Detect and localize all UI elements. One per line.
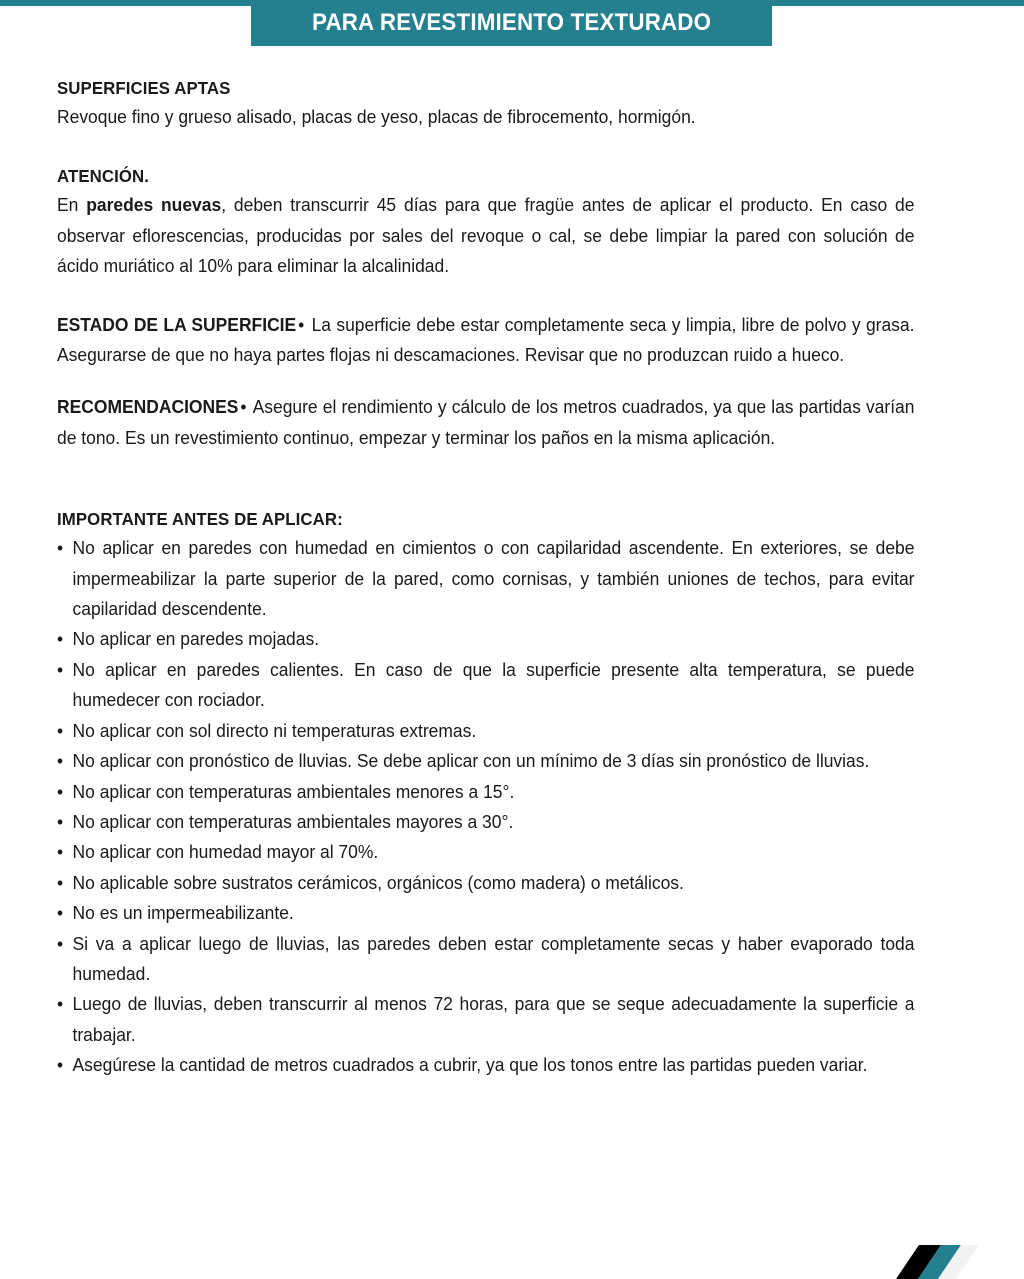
bullet-dot-icon: • bbox=[57, 629, 64, 650]
importante-bullet-text: No aplicar en paredes calientes. En caso de que la superficie presente alta temperatura, se puede humedecer con rociador. bbox=[72, 659, 915, 711]
section-recomendaciones bbox=[57, 392, 941, 453]
importante-bullet-item bbox=[57, 837, 914, 867]
bullet-dot-icon: • bbox=[57, 720, 64, 741]
spacer bbox=[57, 132, 941, 162]
corner-stripe-decoration bbox=[894, 1245, 1024, 1279]
importante-bullet-text: Luego de lluvias, deben transcurrir al menos 72 horas, para que se seque adecuadamente la superficie a trabajar. bbox=[72, 994, 915, 1045]
importante-bullet-text: No aplicar con humedad mayor al 70%. bbox=[72, 842, 379, 863]
bullet-dot-icon: • bbox=[57, 933, 64, 954]
bullet-dot-icon: • bbox=[57, 994, 64, 1015]
importante-bullet-text: No es un impermeabilizante. bbox=[72, 903, 294, 924]
bullet-dot-icon: • bbox=[57, 781, 64, 802]
bullet-dot-icon: • bbox=[57, 538, 64, 559]
section-heading-atencion: ATENCIÓN. bbox=[57, 166, 150, 187]
section-body-atencion bbox=[57, 190, 914, 281]
page-title: PARA REVESTIMIENTO TEXTURADO bbox=[311, 9, 712, 36]
bullet-dot-icon: • bbox=[57, 842, 64, 863]
spacer bbox=[57, 370, 941, 392]
bullet-dot-icon: • bbox=[57, 1055, 64, 1076]
recomendaciones-text: Asegure el rendimiento y cálculo de los metros cuadrados, ya que las partidas varían de tono. Es un revestimiento continuo, empezar y terminar los paños en la misma aplicación. bbox=[57, 397, 915, 448]
spacer bbox=[57, 453, 941, 505]
bullet-dot-icon: • bbox=[57, 751, 64, 772]
importante-bullet-text: No aplicar en paredes mojadas. bbox=[72, 629, 320, 650]
importante-bullet-text: Si va a aplicar luego de lluvias, las paredes deben estar completamente secas y haber evaporado toda humedad. bbox=[72, 933, 915, 984]
importante-bullet-item bbox=[57, 989, 914, 1050]
importante-bullet-item bbox=[57, 807, 914, 837]
importante-bullet-item bbox=[57, 624, 914, 654]
bullet-dot-icon: • bbox=[57, 811, 64, 832]
importante-bullet-text: No aplicar con sol directo ni temperaturas extremas. bbox=[72, 720, 477, 741]
importante-bullet-list bbox=[57, 533, 941, 1080]
importante-bullet-item bbox=[57, 898, 914, 928]
section-importante bbox=[57, 505, 941, 1080]
estado-superficie-text: La superficie debe estar completamente seca y limpia, libre de polvo y grasa. Asegurarse de que no haya partes flojas ni descamaciones. Revisar que no produzcan ruido a hueco. bbox=[57, 314, 915, 366]
bullet-dot-icon: • bbox=[57, 903, 64, 924]
importante-bullet-text: No aplicar con temperaturas ambientales mayores a 30°. bbox=[72, 811, 514, 832]
section-heading-estado-superficie: ESTADO DE LA SUPERFICIE bbox=[57, 314, 297, 335]
importante-bullet-text: No aplicar con pronóstico de lluvias. Se debe aplicar con un mínimo de 3 días sin pronóstico de lluvias. bbox=[72, 751, 870, 772]
separator-dot-icon: • bbox=[298, 314, 305, 335]
importante-bullet-item bbox=[57, 929, 914, 990]
section-atencion bbox=[57, 162, 941, 281]
section-heading-recomendaciones: RECOMENDACIONES bbox=[57, 397, 239, 418]
importante-bullet-text: No aplicar con temperaturas ambientales menores a 15°. bbox=[72, 781, 515, 802]
bullet-dot-icon: • bbox=[57, 659, 64, 680]
importante-bullet-item bbox=[57, 746, 914, 776]
importante-bullet-text: No aplicable sobre sustratos cerámicos, orgánicos (como madera) o metálicos. bbox=[72, 872, 684, 893]
atencion-rest: , deben transcurrir 45 días para que fragüe antes de aplicar el producto. En caso de observar eflorescencias, producidas por sales del revoque o cal, se debe limpiar la pared con solución de ácido muriático al 10% para eliminar la alcalinidad. bbox=[57, 195, 915, 277]
section-body-recomendaciones bbox=[57, 392, 914, 453]
importante-bullet-item bbox=[57, 1050, 914, 1080]
importante-bullet-item bbox=[57, 868, 914, 898]
importante-bullet-item bbox=[57, 655, 914, 716]
header-banner bbox=[251, 0, 772, 46]
importante-bullet-item bbox=[57, 716, 914, 746]
bullet-dot-icon: • bbox=[57, 872, 64, 893]
importante-bullet-text: No aplicar en paredes con humedad en cimientos o con capilaridad ascendente. En exteriores, se debe impermeabilizar la parte superior de la pared, como cornisas, y también uniones de techos, para evitar capilaridad descendente. bbox=[72, 538, 915, 620]
section-body-estado-superficie bbox=[57, 310, 914, 371]
atencion-bold-phrase: paredes nuevas bbox=[86, 195, 222, 216]
section-heading-importante: IMPORTANTE ANTES DE APLICAR: bbox=[57, 509, 343, 530]
separator-dot-icon: • bbox=[240, 397, 247, 418]
importante-bullet-text: Asegúrese la cantidad de metros cuadrados a cubrir, ya que los tonos entre las partidas pueden variar. bbox=[72, 1055, 868, 1076]
document-body bbox=[57, 74, 941, 1081]
importante-bullet-item bbox=[57, 533, 914, 624]
atencion-lead: En bbox=[57, 195, 87, 216]
importante-bullet-item bbox=[57, 777, 914, 807]
section-body-superficies-aptas: Revoque fino y grueso alisado, placas de yeso, placas de fibrocemento, hormigón. bbox=[57, 107, 696, 127]
section-heading-superficies-aptas: SUPERFICIES APTAS bbox=[57, 78, 231, 98]
section-superficies-aptas bbox=[57, 74, 941, 132]
section-estado-superficie bbox=[57, 310, 941, 371]
spacer bbox=[57, 282, 941, 310]
